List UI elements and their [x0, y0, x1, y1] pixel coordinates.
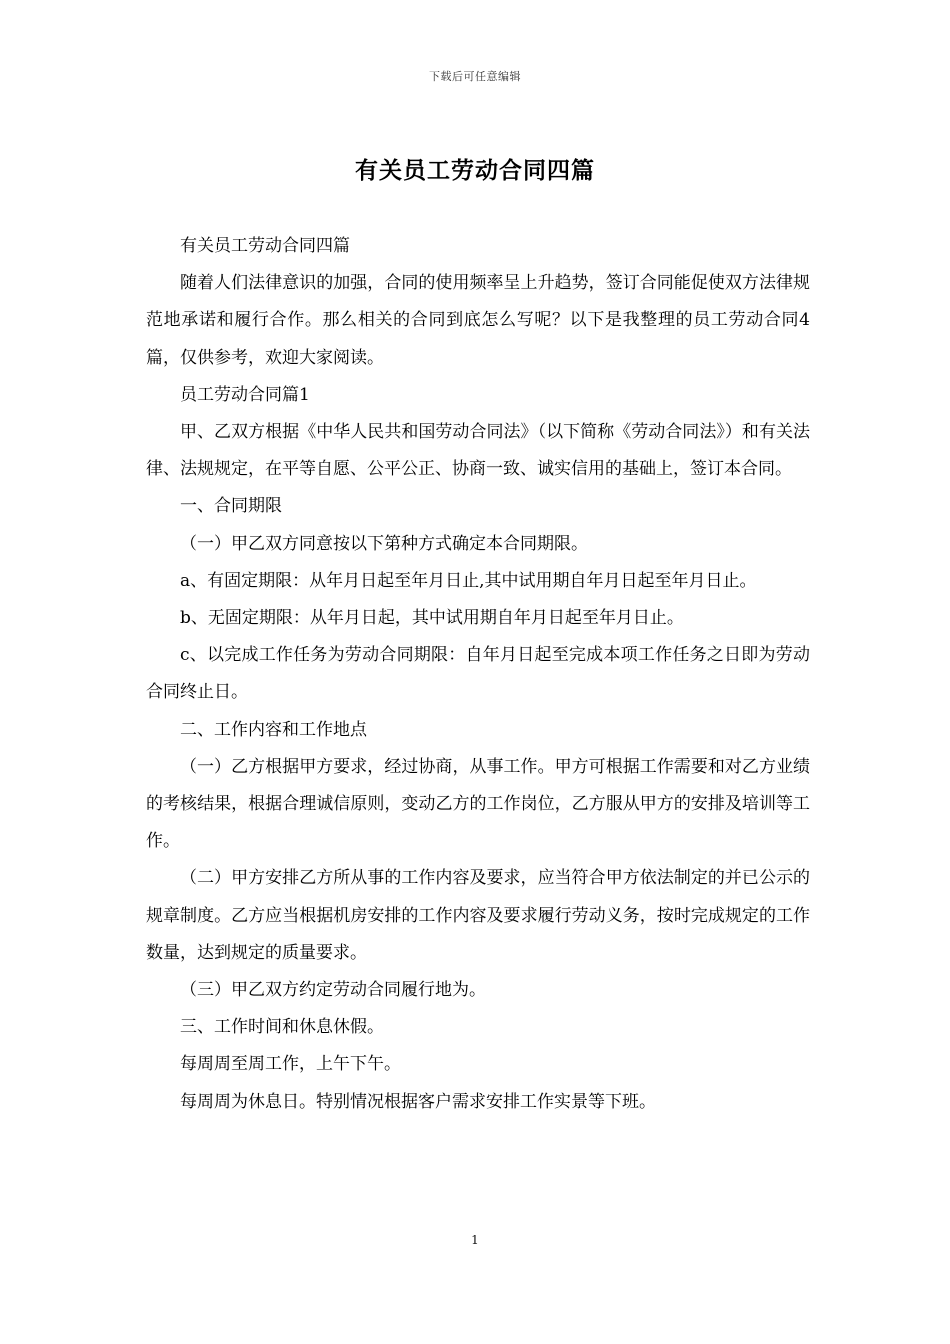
paragraph-work-2: （二）甲方安排乙方所从事的工作内容及要求，应当符合甲方依法制定的并已公示的规章制度。乙方应当根据机房安排的工作内容及要求履行劳动义务，按时完成规定的工作数量，达到规定的质量要求。 — [146, 868, 810, 963]
paragraph-preamble: 甲、乙双方根据《中华人民共和国劳动合同法》（以下简称《劳动合同法》）和有关法律、法规规定，在平等自愿、公平公正、协商一致、诚实信用的基础上，签订本合同。 — [146, 422, 810, 480]
paragraph-work-3: （三）甲乙双方约定劳动合同履行地为。 — [180, 980, 486, 1001]
header-note: 下载后可任意编辑 — [429, 70, 521, 83]
document-body — [146, 228, 810, 1121]
paragraph-subtitle: 有关员工劳动合同四篇 — [180, 236, 350, 256]
paragraph-hours-1: 每周周至周工作，上午下午。 — [180, 1054, 401, 1075]
paragraph-hours-2: 每周周为休息日。特别情况根据客户需求安排工作实景等下班。 — [180, 1091, 656, 1112]
paragraph-section-heading: 员工劳动合同篇1 — [180, 384, 310, 405]
paragraph-heading-term: 一、合同期限 — [180, 496, 282, 517]
paragraph-intro: 随着人们法律意识的加强，合同的使用频率呈上升趋势，签订合同能促使双方法律规范地承诺和履行合作。那么相关的合同到底怎么写呢？以下是我整理的员工劳动合同4篇，仅供参考，欢迎大家阅读。 — [146, 273, 810, 368]
paragraph-term-a: a、有固定期限：从年月日起至年月日止,其中试用期自年月日起至年月日止。 — [180, 570, 757, 591]
paragraph-heading-hours: 三、工作时间和休息休假。 — [180, 1017, 384, 1038]
paragraph-work-1: （一）乙方根据甲方要求，经过协商，从事工作。甲方可根据工作需要和对乙方业绩的考核结果，根据合理诚信原则，变动乙方的工作岗位，乙方服从甲方的安排及培训等工作。 — [146, 756, 810, 852]
paragraph-heading-work: 二、工作内容和工作地点 — [180, 719, 367, 740]
paragraph-term-1: （一）甲乙双方同意按以下第种方式确定本合同期限。 — [180, 533, 588, 554]
document-title: 有关员工劳动合同四篇 — [355, 157, 595, 184]
paragraph-term-c: c、以完成工作任务为劳动合同期限：自年月日起至完成本项工作任务之日即为劳动合同终止日。 — [146, 645, 810, 703]
page-number: 1 — [471, 1233, 479, 1247]
paragraph-term-b: b、无固定期限：从年月日起，其中试用期自年月日起至年月日止。 — [180, 608, 684, 629]
